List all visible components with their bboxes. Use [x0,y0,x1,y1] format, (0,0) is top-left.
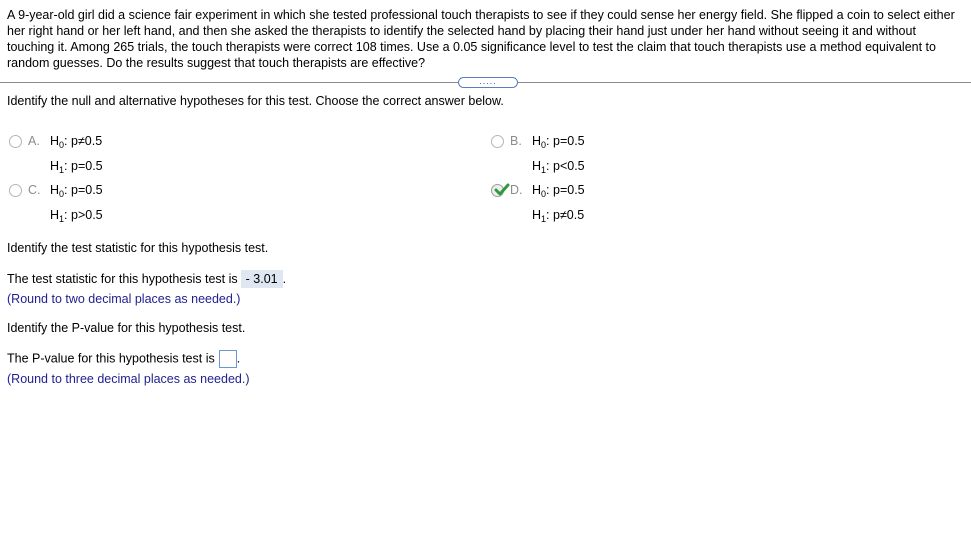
option-c-h1: : p>0.5 [64,208,103,222]
option-b[interactable] [491,134,585,181]
checkmark-icon [494,182,510,198]
option-a-h0: : p≠0.5 [64,134,103,148]
p-value-input[interactable] [219,350,237,368]
option-b-h1: : p<0.5 [546,159,585,173]
test-statistic-answer-line: The test statistic for this hypothesis test is - 3.01 . [7,272,287,286]
option-d[interactable] [491,183,585,230]
option-c-letter: C. [28,183,41,197]
radio-a[interactable] [9,135,22,148]
test-statistic-value[interactable]: - 3.01 [241,270,283,288]
option-b-h0: : p=0.5 [546,134,585,148]
test-statistic-answer-prefix: The test statistic for this hypothesis test is [7,272,238,286]
option-b-hypotheses: $H_0$: p=0.5 $H_1$: p<0.5 [532,134,585,175]
problem-statement: A 9-year-old girl did a science fair experiment in which she tested professional touch therapists to see if they could sense her energy field. She flipped a coin to select either her right hand or her left hand, and then she asked the therapists to identify the selected hand by placing their hand just under her hand without seeing it and without touching it. Among 265 trials, the touch therapists were correct 108 times. Use a 0.05 significance level to test the claim that touch therapists use a method equivalent to random guesses. Do the results suggest that touch therapists are effective? [7,8,955,70]
test-statistic-hint: (Round to two decimal places as needed.) [7,292,241,306]
expand-button[interactable]: ..... [458,77,518,88]
option-c[interactable] [9,183,103,230]
option-c-h0: : p=0.5 [64,183,103,197]
radio-b[interactable] [491,135,504,148]
option-a-h1: : p=0.5 [64,159,103,173]
option-d-hypotheses: $H_0$: p=0.5 $H_1$: p≠0.5 [532,183,585,224]
p-value-prompt: Identify the P-value for this hypothesis test. [7,321,246,335]
option-a-letter: A. [28,134,40,148]
p-value-answer-line: The P-value for this hypothesis test is . [7,350,240,368]
option-a-hypotheses: $H_0$: p≠0.5 $H_1$: p=0.5 [50,134,103,175]
radio-d[interactable] [491,184,504,197]
option-c-hypotheses: $H_0$: p=0.5 $H_1$: p>0.5 [50,183,103,224]
hypotheses-prompt: Identify the null and alternative hypotheses for this test. Choose the correct answer below. [7,94,504,108]
option-d-h1: : p≠0.5 [546,208,585,222]
option-d-letter: D. [510,183,523,197]
p-value-answer-prefix: The P-value for this hypothesis test is [7,351,215,366]
radio-c[interactable] [9,184,22,197]
option-b-letter: B. [510,134,522,148]
p-value-hint: (Round to three decimal places as needed.) [7,372,250,386]
test-statistic-prompt: Identify the test statistic for this hypothesis test. [7,241,269,255]
option-a[interactable] [9,134,103,181]
option-d-h0: : p=0.5 [546,183,585,197]
